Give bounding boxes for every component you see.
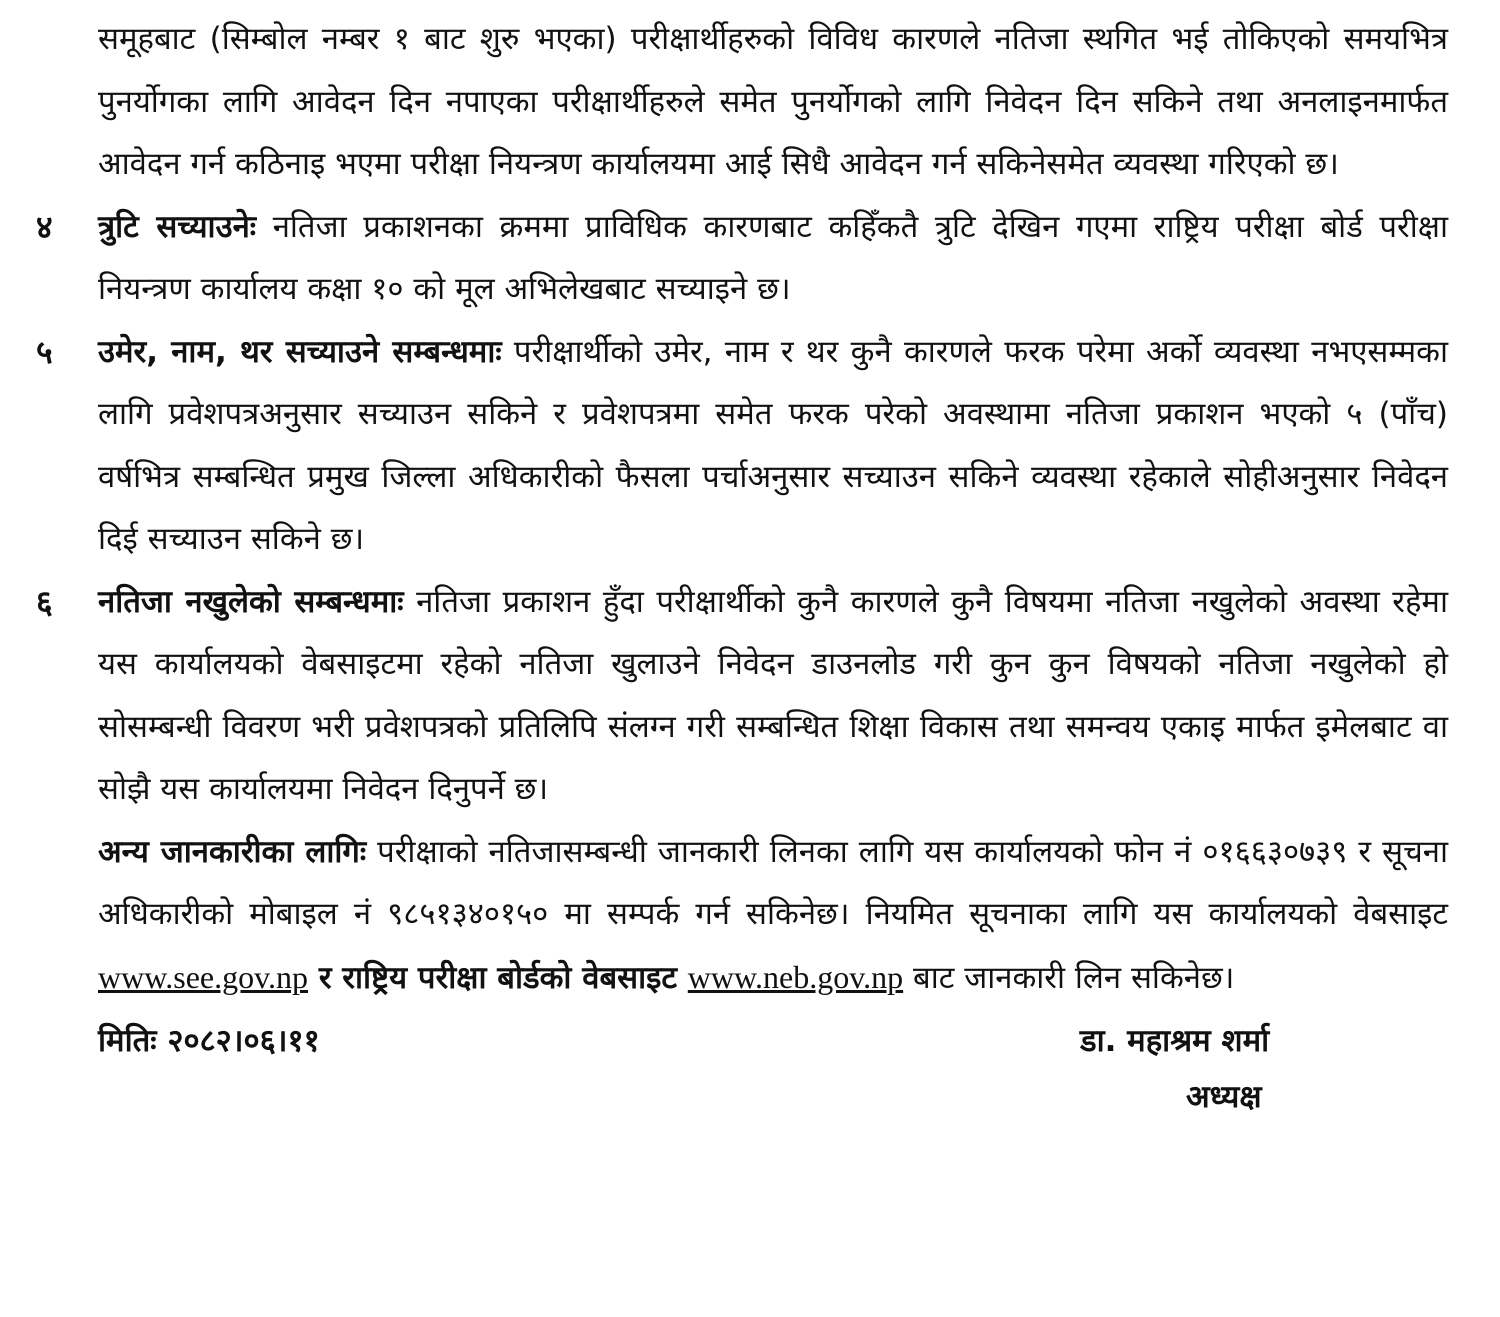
other-info-text-end: बाट जानकारी लिन सकिनेछ। [903,959,1235,996]
notice-item-5 [36,321,1448,571]
item-heading: नतिजा नखुलेको सम्बन्धमाः [98,583,404,620]
item-body: नतिजा प्रकाशन हुँदा परीक्षार्थीको कुनै कारणले कुनै विषयमा नतिजा नखुलेको अवस्था रहेमा यस कार्यालयको वेबसाइटमा रहेको नतिजा खुलाउने निवेदन डाउनलोड गरी कुन कुन विषयको नतिजा नखुलेको हो सोसम्बन्धी विवरण भरी प्रवेशपत्रको प्रतिलिपि संलग्न गरी सम्बन्धित शिक्षा विकास तथा समन्वय एकाइ मार्फत इमेलबाट वा सोझै यस कार्यालयमा निवेदन दिनुपर्ने छ। [98,583,1448,807]
neb-website-link[interactable]: www.neb.gov.np [687,958,904,995]
item-number: ४ [36,207,53,246]
intro-paragraph: समूहबाट (सिम्बोल नम्बर १ बाट शुरु भएका) परीक्षार्थीहरुको विविध कारणले नतिजा स्थगित भई तोकिएको समयभित्र पुनर्योगका लागि आवेदन दिन नपाएका परीक्षार्थीहरुले समेत पुनर्योगको लागि निवेदन दिन सकिने तथा अनलाइनमार्फत आवेदन गर्न कठिनाइ भएमा परीक्षा नियन्त्रण कार्यालयमा आई सिधै आवेदन गर्न सकिनेसमेत व्यवस्था गरिएको छ। [98,21,1448,182]
other-info-paragraph [98,821,1448,1010]
item-body: परीक्षार्थीको उमेर, नाम र थर कुनै कारणले फरक परेमा अर्को व्यवस्था नभएसम्मका लागि प्रवेशपत्रअनुसार सच्याउन सकिने र प्रवेशपत्रमा समेत फरक परेको अवस्थामा नतिजा प्रकाशन भएको ५ (पाँच) वर्षभित्र सम्बन्धित प्रमुख जिल्ला अधिकारीको फैसला पर्चाअनुसार सच्याउन सकिने व्यवस्था रहेकाले सोहीअनुसार निवेदन दिई सच्याउन सकिने छ। [98,333,1448,557]
notice-date: मितिः २०८२।०६।११ [98,1023,320,1059]
notice-footer [98,1013,1448,1133]
notice-item-6 [36,571,1448,821]
item-number: ६ [36,582,53,621]
notice-item-4 [36,196,1448,321]
other-info-heading: अन्य जानकारीका लागिः [98,833,367,870]
other-info-text-bold: र राष्ट्रिय परीक्षा बोर्डको वेबसाइट [308,959,688,996]
signer-title: अध्यक्ष [1186,1079,1262,1115]
see-website-link[interactable]: www.see.gov.np [98,958,309,995]
item-heading: उमेर, नाम, थर सच्याउने सम्बन्धमाः [98,333,502,370]
item-body: नतिजा प्रकाशनका क्रममा प्राविधिक कारणबाट कहिँकतै त्रुटि देखिन गएमा राष्ट्रिय परीक्षा बोर्ड परीक्षा नियन्त्रण कार्यालय कक्षा १० को मूल अभिलेखबाट सच्याइने छ। [98,208,1448,307]
item-heading: त्रुटि सच्याउनेः [98,208,257,245]
item-number: ५ [36,332,53,371]
other-info-text: परीक्षाको नतिजासम्बन्धी जानकारी लिनका लागि यस कार्यालयको फोन नं ०१६६३०७३९ र सूचना अधिकारीको मोबाइल नं ९८५१३४०१५० मा सम्पर्क गर्न सकिनेछ। नियमित सूचनाका लागि यस कार्यालयको वेबसाइट [98,833,1448,932]
signer-name: डा. महाश्रम शर्मा [1080,1023,1270,1059]
